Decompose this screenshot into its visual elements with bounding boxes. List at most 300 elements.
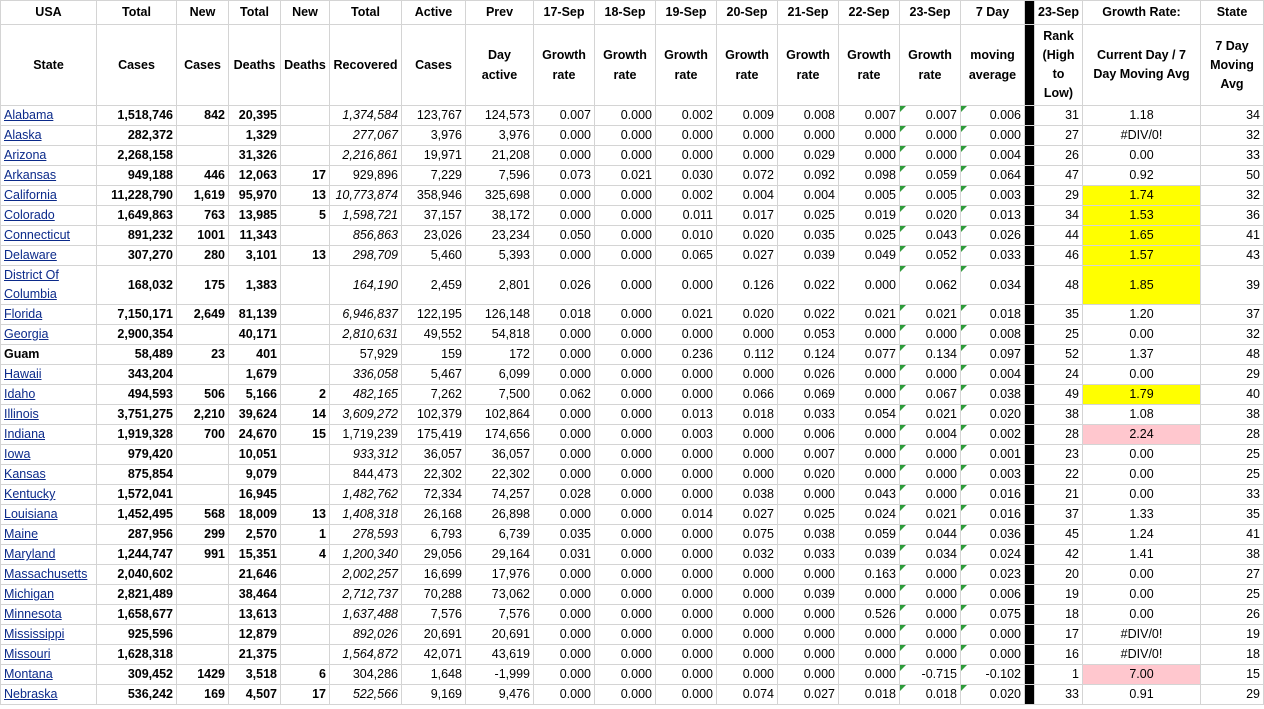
total-deaths-cell[interactable]: 1,329 — [229, 126, 281, 146]
growth-rate-cell[interactable]: 0.062 — [534, 385, 595, 405]
growth-rate-cell[interactable]: 0.004 — [900, 425, 961, 445]
growth-rate-cell[interactable]: 0.013 — [656, 405, 717, 425]
header-cell[interactable]: 7 Day Moving Avg — [1201, 25, 1264, 106]
active-cases-cell[interactable]: 72,334 — [402, 485, 466, 505]
active-cases-cell[interactable]: 20,691 — [402, 625, 466, 645]
current-vs-average-cell[interactable]: #DIV/0! — [1083, 645, 1201, 665]
rank-cell[interactable]: 47 — [1035, 166, 1083, 186]
total-cases-cell[interactable]: 875,854 — [97, 465, 177, 485]
current-vs-average-cell[interactable]: 0.00 — [1083, 605, 1201, 625]
growth-rate-cell[interactable]: 0.005 — [839, 186, 900, 206]
total-deaths-cell[interactable]: 18,009 — [229, 505, 281, 525]
growth-rate-cell[interactable]: 0.000 — [839, 146, 900, 166]
total-deaths-cell[interactable]: 2,570 — [229, 525, 281, 545]
total-deaths-cell[interactable]: 38,464 — [229, 585, 281, 605]
header-cell[interactable]: New — [281, 1, 330, 25]
growth-rate-cell[interactable]: 0.000 — [839, 385, 900, 405]
growth-rate-cell[interactable]: 0.021 — [839, 305, 900, 325]
growth-rate-cell[interactable]: 0.000 — [839, 645, 900, 665]
total-recovered-cell[interactable]: 2,712,737 — [330, 585, 402, 605]
rank-cell[interactable]: 18 — [1035, 605, 1083, 625]
seven-day-average-cell[interactable]: 0.016 — [961, 485, 1025, 505]
prev-day-active-cell[interactable]: 29,164 — [466, 545, 534, 565]
growth-rate-cell[interactable]: 0.000 — [534, 405, 595, 425]
state-name-cell[interactable]: Hawaii — [1, 365, 97, 385]
prev-day-active-cell[interactable]: 172 — [466, 345, 534, 365]
growth-rate-cell[interactable]: 0.000 — [595, 425, 656, 445]
new-cases-cell[interactable]: 169 — [177, 685, 229, 705]
growth-rate-cell[interactable]: 0.000 — [595, 405, 656, 425]
total-recovered-cell[interactable]: 929,896 — [330, 166, 402, 186]
seven-day-average-cell[interactable]: 0.024 — [961, 545, 1025, 565]
state-name-cell[interactable]: Minnesota — [1, 605, 97, 625]
growth-rate-cell[interactable]: 0.026 — [534, 266, 595, 305]
growth-rate-cell[interactable]: -0.715 — [900, 665, 961, 685]
growth-rate-cell[interactable]: 0.000 — [656, 645, 717, 665]
growth-rate-cell[interactable]: 0.000 — [839, 365, 900, 385]
growth-rate-cell[interactable]: 0.000 — [717, 605, 778, 625]
total-cases-cell[interactable]: 1,919,328 — [97, 425, 177, 445]
state-name-cell[interactable]: Arkansas — [1, 166, 97, 186]
new-cases-cell[interactable] — [177, 465, 229, 485]
state-seven-day-rank-cell[interactable]: 41 — [1201, 525, 1264, 545]
growth-rate-cell[interactable]: 0.038 — [778, 525, 839, 545]
growth-rate-cell[interactable]: 0.000 — [595, 565, 656, 585]
active-cases-cell[interactable]: 3,976 — [402, 126, 466, 146]
new-deaths-cell[interactable]: 17 — [281, 166, 330, 186]
state-seven-day-rank-cell[interactable]: 39 — [1201, 266, 1264, 305]
state-seven-day-rank-cell[interactable]: 32 — [1201, 325, 1264, 345]
growth-rate-cell[interactable]: 0.007 — [839, 106, 900, 126]
growth-rate-cell[interactable]: 0.008 — [778, 106, 839, 126]
state-name-cell[interactable]: Illinois — [1, 405, 97, 425]
new-deaths-cell[interactable]: 1 — [281, 525, 330, 545]
new-deaths-cell[interactable] — [281, 106, 330, 126]
growth-rate-cell[interactable]: 0.000 — [656, 565, 717, 585]
total-cases-cell[interactable]: 168,032 — [97, 266, 177, 305]
growth-rate-cell[interactable]: 0.044 — [900, 525, 961, 545]
current-vs-average-cell[interactable]: 7.00 — [1083, 665, 1201, 685]
growth-rate-cell[interactable]: 0.000 — [717, 325, 778, 345]
new-deaths-cell[interactable] — [281, 605, 330, 625]
prev-day-active-cell[interactable]: 6,099 — [466, 365, 534, 385]
total-recovered-cell[interactable]: 1,719,239 — [330, 425, 402, 445]
growth-rate-cell[interactable]: 0.000 — [839, 625, 900, 645]
growth-rate-cell[interactable]: 0.039 — [839, 545, 900, 565]
new-cases-cell[interactable]: 568 — [177, 505, 229, 525]
total-cases-cell[interactable]: 1,649,863 — [97, 206, 177, 226]
state-seven-day-rank-cell[interactable]: 29 — [1201, 685, 1264, 705]
growth-rate-cell[interactable]: 0.000 — [656, 625, 717, 645]
new-cases-cell[interactable]: 23 — [177, 345, 229, 365]
growth-rate-cell[interactable]: 0.000 — [778, 665, 839, 685]
growth-rate-cell[interactable]: 0.163 — [839, 565, 900, 585]
growth-rate-cell[interactable]: 0.000 — [656, 665, 717, 685]
new-cases-cell[interactable]: 1429 — [177, 665, 229, 685]
current-vs-average-cell[interactable]: 0.00 — [1083, 445, 1201, 465]
new-cases-cell[interactable]: 1001 — [177, 226, 229, 246]
growth-rate-cell[interactable]: 0.000 — [534, 345, 595, 365]
growth-rate-cell[interactable]: 0.000 — [656, 605, 717, 625]
total-recovered-cell[interactable]: 1,637,488 — [330, 605, 402, 625]
growth-rate-cell[interactable]: 0.000 — [717, 425, 778, 445]
header-cell[interactable]: Recovered — [330, 25, 402, 106]
growth-rate-cell[interactable]: 0.000 — [595, 465, 656, 485]
growth-rate-cell[interactable]: 0.000 — [534, 186, 595, 206]
prev-day-active-cell[interactable]: -1,999 — [466, 665, 534, 685]
total-recovered-cell[interactable]: 1,598,721 — [330, 206, 402, 226]
new-cases-cell[interactable]: 763 — [177, 206, 229, 226]
current-vs-average-cell[interactable]: 1.37 — [1083, 345, 1201, 365]
active-cases-cell[interactable]: 7,576 — [402, 605, 466, 625]
growth-rate-cell[interactable]: 0.014 — [656, 505, 717, 525]
rank-cell[interactable]: 44 — [1035, 226, 1083, 246]
state-seven-day-rank-cell[interactable]: 33 — [1201, 146, 1264, 166]
seven-day-average-cell[interactable]: 0.013 — [961, 206, 1025, 226]
growth-rate-cell[interactable]: 0.000 — [900, 565, 961, 585]
current-vs-average-cell[interactable]: 1.20 — [1083, 305, 1201, 325]
growth-rate-cell[interactable]: 0.007 — [778, 445, 839, 465]
active-cases-cell[interactable]: 175,419 — [402, 425, 466, 445]
seven-day-average-cell[interactable]: 0.003 — [961, 465, 1025, 485]
state-seven-day-rank-cell[interactable]: 48 — [1201, 345, 1264, 365]
growth-rate-cell[interactable]: 0.000 — [595, 365, 656, 385]
active-cases-cell[interactable]: 6,793 — [402, 525, 466, 545]
total-cases-cell[interactable]: 287,956 — [97, 525, 177, 545]
prev-day-active-cell[interactable]: 17,976 — [466, 565, 534, 585]
seven-day-average-cell[interactable]: -0.102 — [961, 665, 1025, 685]
growth-rate-cell[interactable]: 0.000 — [656, 525, 717, 545]
total-cases-cell[interactable]: 536,242 — [97, 685, 177, 705]
total-recovered-cell[interactable]: 933,312 — [330, 445, 402, 465]
rank-cell[interactable]: 28 — [1035, 425, 1083, 445]
rank-cell[interactable]: 45 — [1035, 525, 1083, 545]
growth-rate-cell[interactable]: 0.000 — [534, 585, 595, 605]
growth-rate-cell[interactable]: 0.026 — [778, 365, 839, 385]
growth-rate-cell[interactable]: 0.004 — [717, 186, 778, 206]
total-cases-cell[interactable]: 1,628,318 — [97, 645, 177, 665]
total-cases-cell[interactable]: 1,518,746 — [97, 106, 177, 126]
seven-day-average-cell[interactable]: 0.033 — [961, 246, 1025, 266]
new-deaths-cell[interactable]: 4 — [281, 545, 330, 565]
growth-rate-cell[interactable]: 0.034 — [900, 545, 961, 565]
state-name-cell[interactable]: Florida — [1, 305, 97, 325]
seven-day-average-cell[interactable]: 0.026 — [961, 226, 1025, 246]
total-cases-cell[interactable]: 2,821,489 — [97, 585, 177, 605]
prev-day-active-cell[interactable]: 43,619 — [466, 645, 534, 665]
state-seven-day-rank-cell[interactable]: 29 — [1201, 365, 1264, 385]
active-cases-cell[interactable]: 70,288 — [402, 585, 466, 605]
growth-rate-cell[interactable]: 0.000 — [595, 266, 656, 305]
growth-rate-cell[interactable]: 0.000 — [839, 126, 900, 146]
active-cases-cell[interactable]: 19,971 — [402, 146, 466, 166]
growth-rate-cell[interactable]: 0.000 — [778, 605, 839, 625]
header-cell[interactable]: Cases — [402, 25, 466, 106]
total-deaths-cell[interactable]: 401 — [229, 345, 281, 365]
header-cell[interactable]: 20-Sep — [717, 1, 778, 25]
prev-day-active-cell[interactable]: 21,208 — [466, 146, 534, 166]
growth-rate-cell[interactable]: 0.075 — [717, 525, 778, 545]
growth-rate-cell[interactable]: 0.052 — [900, 246, 961, 266]
prev-day-active-cell[interactable]: 38,172 — [466, 206, 534, 226]
current-vs-average-cell[interactable]: 1.18 — [1083, 106, 1201, 126]
header-cell[interactable]: 23-Sep — [900, 1, 961, 25]
total-cases-cell[interactable]: 343,204 — [97, 365, 177, 385]
active-cases-cell[interactable]: 22,302 — [402, 465, 466, 485]
active-cases-cell[interactable]: 159 — [402, 345, 466, 365]
growth-rate-cell[interactable]: 0.065 — [656, 246, 717, 266]
growth-rate-cell[interactable]: 0.000 — [534, 365, 595, 385]
growth-rate-cell[interactable]: 0.000 — [595, 445, 656, 465]
state-seven-day-rank-cell[interactable]: 41 — [1201, 226, 1264, 246]
state-seven-day-rank-cell[interactable]: 19 — [1201, 625, 1264, 645]
total-deaths-cell[interactable]: 5,166 — [229, 385, 281, 405]
seven-day-average-cell[interactable]: 0.034 — [961, 266, 1025, 305]
current-vs-average-cell[interactable]: 1.41 — [1083, 545, 1201, 565]
state-name-cell[interactable]: District Of Columbia — [1, 266, 97, 305]
new-cases-cell[interactable]: 299 — [177, 525, 229, 545]
state-name-cell[interactable]: Kentucky — [1, 485, 97, 505]
growth-rate-cell[interactable]: 0.000 — [656, 325, 717, 345]
growth-rate-cell[interactable]: 0.124 — [778, 345, 839, 365]
header-cell[interactable]: Total — [330, 1, 402, 25]
state-name-cell[interactable]: Missouri — [1, 645, 97, 665]
growth-rate-cell[interactable]: 0.020 — [717, 226, 778, 246]
growth-rate-cell[interactable]: 0.000 — [595, 305, 656, 325]
growth-rate-cell[interactable]: 0.134 — [900, 345, 961, 365]
growth-rate-cell[interactable]: 0.236 — [656, 345, 717, 365]
current-vs-average-cell[interactable]: 0.00 — [1083, 365, 1201, 385]
total-cases-cell[interactable]: 2,040,602 — [97, 565, 177, 585]
current-vs-average-cell[interactable]: 0.00 — [1083, 465, 1201, 485]
rank-cell[interactable]: 48 — [1035, 266, 1083, 305]
total-recovered-cell[interactable]: 304,286 — [330, 665, 402, 685]
growth-rate-cell[interactable]: 0.019 — [839, 206, 900, 226]
growth-rate-cell[interactable]: 0.000 — [534, 246, 595, 266]
growth-rate-cell[interactable]: 0.098 — [839, 166, 900, 186]
new-cases-cell[interactable] — [177, 585, 229, 605]
growth-rate-cell[interactable]: 0.000 — [534, 645, 595, 665]
growth-rate-cell[interactable]: 0.000 — [595, 325, 656, 345]
growth-rate-cell[interactable]: 0.000 — [839, 665, 900, 685]
new-deaths-cell[interactable] — [281, 345, 330, 365]
prev-day-active-cell[interactable]: 74,257 — [466, 485, 534, 505]
seven-day-average-cell[interactable]: 0.003 — [961, 186, 1025, 206]
new-cases-cell[interactable]: 842 — [177, 106, 229, 126]
new-deaths-cell[interactable]: 15 — [281, 425, 330, 445]
rank-cell[interactable]: 19 — [1035, 585, 1083, 605]
state-name-cell[interactable]: Montana — [1, 665, 97, 685]
total-recovered-cell[interactable]: 2,002,257 — [330, 565, 402, 585]
growth-rate-cell[interactable]: 0.000 — [595, 106, 656, 126]
current-vs-average-cell[interactable]: 0.00 — [1083, 485, 1201, 505]
current-vs-average-cell[interactable]: 0.92 — [1083, 166, 1201, 186]
total-deaths-cell[interactable]: 11,343 — [229, 226, 281, 246]
growth-rate-cell[interactable]: 0.018 — [839, 685, 900, 705]
growth-rate-cell[interactable]: 0.000 — [595, 625, 656, 645]
total-recovered-cell[interactable]: 844,473 — [330, 465, 402, 485]
seven-day-average-cell[interactable]: 0.016 — [961, 505, 1025, 525]
growth-rate-cell[interactable]: 0.020 — [717, 305, 778, 325]
total-cases-cell[interactable]: 1,572,041 — [97, 485, 177, 505]
seven-day-average-cell[interactable]: 0.000 — [961, 645, 1025, 665]
total-cases-cell[interactable]: 2,900,354 — [97, 325, 177, 345]
active-cases-cell[interactable]: 358,946 — [402, 186, 466, 206]
state-seven-day-rank-cell[interactable]: 18 — [1201, 645, 1264, 665]
seven-day-average-cell[interactable]: 0.000 — [961, 625, 1025, 645]
growth-rate-cell[interactable]: 0.000 — [534, 146, 595, 166]
active-cases-cell[interactable]: 42,071 — [402, 645, 466, 665]
new-cases-cell[interactable] — [177, 365, 229, 385]
growth-rate-cell[interactable]: 0.526 — [839, 605, 900, 625]
state-name-cell[interactable]: Maryland — [1, 545, 97, 565]
total-cases-cell[interactable]: 1,658,677 — [97, 605, 177, 625]
active-cases-cell[interactable]: 5,467 — [402, 365, 466, 385]
header-cell[interactable]: USA — [1, 1, 97, 25]
growth-rate-cell[interactable]: 0.030 — [656, 166, 717, 186]
header-cell[interactable]: Growth rate — [595, 25, 656, 106]
growth-rate-cell[interactable]: 0.000 — [595, 146, 656, 166]
growth-rate-cell[interactable]: 0.000 — [717, 365, 778, 385]
growth-rate-cell[interactable]: 0.000 — [595, 206, 656, 226]
prev-day-active-cell[interactable]: 124,573 — [466, 106, 534, 126]
growth-rate-cell[interactable]: 0.032 — [717, 545, 778, 565]
header-cell[interactable]: Growth rate — [839, 25, 900, 106]
total-recovered-cell[interactable]: 1,408,318 — [330, 505, 402, 525]
growth-rate-cell[interactable]: 0.000 — [900, 146, 961, 166]
growth-rate-cell[interactable]: 0.050 — [534, 226, 595, 246]
state-name-cell[interactable]: Nebraska — [1, 685, 97, 705]
growth-rate-cell[interactable]: 0.000 — [717, 445, 778, 465]
new-deaths-cell[interactable]: 5 — [281, 206, 330, 226]
growth-rate-cell[interactable]: 0.000 — [595, 385, 656, 405]
new-deaths-cell[interactable] — [281, 445, 330, 465]
seven-day-average-cell[interactable]: 0.006 — [961, 585, 1025, 605]
total-cases-cell[interactable]: 1,244,747 — [97, 545, 177, 565]
new-cases-cell[interactable] — [177, 445, 229, 465]
new-cases-cell[interactable] — [177, 625, 229, 645]
growth-rate-cell[interactable]: 0.000 — [595, 525, 656, 545]
growth-rate-cell[interactable]: 0.000 — [595, 585, 656, 605]
seven-day-average-cell[interactable]: 0.004 — [961, 365, 1025, 385]
growth-rate-cell[interactable]: 0.022 — [778, 266, 839, 305]
prev-day-active-cell[interactable]: 23,234 — [466, 226, 534, 246]
growth-rate-cell[interactable]: 0.062 — [900, 266, 961, 305]
total-recovered-cell[interactable]: 3,609,272 — [330, 405, 402, 425]
state-seven-day-rank-cell[interactable]: 26 — [1201, 605, 1264, 625]
growth-rate-cell[interactable]: 0.024 — [839, 505, 900, 525]
total-recovered-cell[interactable]: 277,067 — [330, 126, 402, 146]
growth-rate-cell[interactable]: 0.000 — [900, 485, 961, 505]
state-name-cell[interactable]: Michigan — [1, 585, 97, 605]
new-deaths-cell[interactable] — [281, 305, 330, 325]
state-name-cell[interactable]: Iowa — [1, 445, 97, 465]
total-deaths-cell[interactable]: 15,351 — [229, 545, 281, 565]
seven-day-average-cell[interactable]: 0.020 — [961, 405, 1025, 425]
growth-rate-cell[interactable]: 0.027 — [778, 685, 839, 705]
active-cases-cell[interactable]: 2,459 — [402, 266, 466, 305]
total-recovered-cell[interactable]: 6,946,837 — [330, 305, 402, 325]
prev-day-active-cell[interactable]: 174,656 — [466, 425, 534, 445]
state-name-cell[interactable]: Idaho — [1, 385, 97, 405]
total-cases-cell[interactable]: 11,228,790 — [97, 186, 177, 206]
growth-rate-cell[interactable]: 0.018 — [717, 405, 778, 425]
growth-rate-cell[interactable]: 0.022 — [778, 305, 839, 325]
growth-rate-cell[interactable]: 0.000 — [778, 485, 839, 505]
state-seven-day-rank-cell[interactable]: 43 — [1201, 246, 1264, 266]
new-cases-cell[interactable]: 280 — [177, 246, 229, 266]
new-deaths-cell[interactable]: 2 — [281, 385, 330, 405]
seven-day-average-cell[interactable]: 0.001 — [961, 445, 1025, 465]
total-deaths-cell[interactable]: 13,985 — [229, 206, 281, 226]
current-vs-average-cell[interactable]: 0.00 — [1083, 585, 1201, 605]
new-cases-cell[interactable] — [177, 565, 229, 585]
total-deaths-cell[interactable]: 39,624 — [229, 405, 281, 425]
rank-cell[interactable]: 25 — [1035, 325, 1083, 345]
new-cases-cell[interactable] — [177, 325, 229, 345]
growth-rate-cell[interactable]: 0.010 — [656, 226, 717, 246]
new-deaths-cell[interactable] — [281, 266, 330, 305]
growth-rate-cell[interactable]: 0.000 — [595, 505, 656, 525]
total-cases-cell[interactable]: 949,188 — [97, 166, 177, 186]
new-deaths-cell[interactable]: 17 — [281, 685, 330, 705]
growth-rate-cell[interactable]: 0.025 — [839, 226, 900, 246]
state-name-cell[interactable]: Kansas — [1, 465, 97, 485]
growth-rate-cell[interactable]: 0.000 — [534, 465, 595, 485]
new-cases-cell[interactable]: 1,619 — [177, 186, 229, 206]
rank-cell[interactable]: 38 — [1035, 405, 1083, 425]
header-cell[interactable]: 21-Sep — [778, 1, 839, 25]
header-cell[interactable]: New — [177, 1, 229, 25]
prev-day-active-cell[interactable]: 9,476 — [466, 685, 534, 705]
rank-cell[interactable]: 24 — [1035, 365, 1083, 385]
header-cell[interactable]: 7 Day — [961, 1, 1025, 25]
active-cases-cell[interactable]: 29,056 — [402, 545, 466, 565]
total-recovered-cell[interactable]: 336,058 — [330, 365, 402, 385]
growth-rate-cell[interactable]: 0.000 — [839, 465, 900, 485]
state-name-cell[interactable]: Connecticut — [1, 226, 97, 246]
new-deaths-cell[interactable] — [281, 565, 330, 585]
total-deaths-cell[interactable]: 81,139 — [229, 305, 281, 325]
growth-rate-cell[interactable]: 0.007 — [534, 106, 595, 126]
active-cases-cell[interactable]: 102,379 — [402, 405, 466, 425]
prev-day-active-cell[interactable]: 26,898 — [466, 505, 534, 525]
new-cases-cell[interactable] — [177, 605, 229, 625]
seven-day-average-cell[interactable]: 0.006 — [961, 106, 1025, 126]
total-cases-cell[interactable]: 979,420 — [97, 445, 177, 465]
growth-rate-cell[interactable]: 0.049 — [839, 246, 900, 266]
growth-rate-cell[interactable]: 0.000 — [778, 126, 839, 146]
header-cell[interactable]: moving average — [961, 25, 1025, 106]
growth-rate-cell[interactable]: 0.018 — [900, 685, 961, 705]
prev-day-active-cell[interactable]: 7,576 — [466, 605, 534, 625]
rank-cell[interactable]: 16 — [1035, 645, 1083, 665]
growth-rate-cell[interactable]: 0.059 — [900, 166, 961, 186]
active-cases-cell[interactable]: 122,195 — [402, 305, 466, 325]
header-cell[interactable]: 18-Sep — [595, 1, 656, 25]
header-cell[interactable]: Deaths — [229, 25, 281, 106]
growth-rate-cell[interactable]: 0.000 — [595, 645, 656, 665]
current-vs-average-cell[interactable]: 0.00 — [1083, 146, 1201, 166]
growth-rate-cell[interactable]: 0.021 — [900, 305, 961, 325]
growth-rate-cell[interactable]: 0.003 — [656, 425, 717, 445]
new-cases-cell[interactable]: 700 — [177, 425, 229, 445]
growth-rate-cell[interactable]: 0.000 — [839, 425, 900, 445]
current-vs-average-cell[interactable]: 1.08 — [1083, 405, 1201, 425]
header-cell[interactable]: 17-Sep — [534, 1, 595, 25]
header-cell[interactable]: Growth rate — [900, 25, 961, 106]
total-recovered-cell[interactable]: 2,216,861 — [330, 146, 402, 166]
